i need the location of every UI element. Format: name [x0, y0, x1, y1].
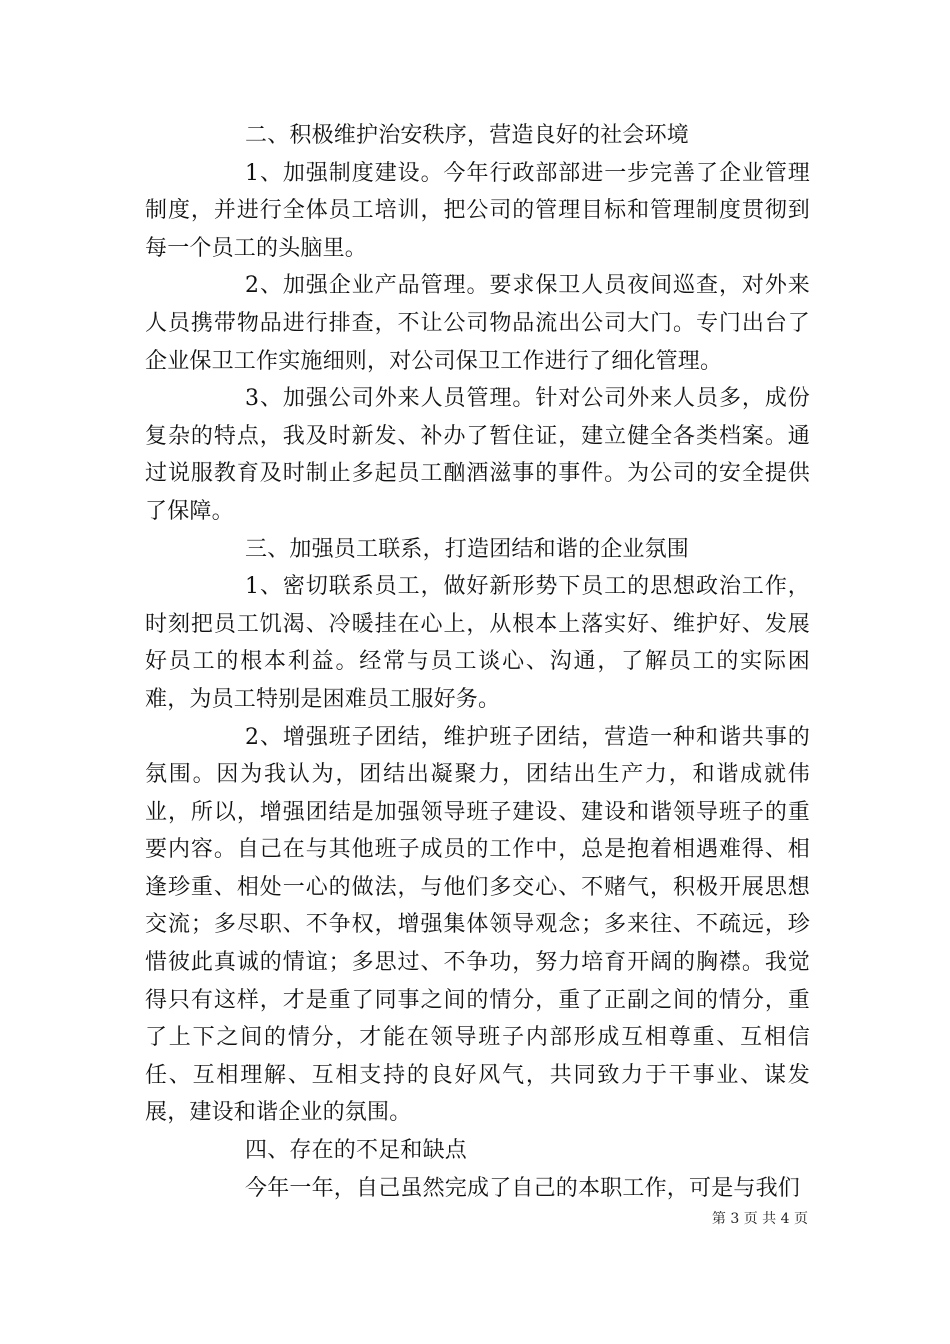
section-heading-4: 四、存在的不足和缺点	[245, 1138, 468, 1164]
section-heading-3: 三、加强员工联系，打造团结和谐的企业氛围	[245, 536, 690, 562]
paragraph-2-1: 1、加强制度建设。今年行政部部进一步完善了企业管理制度，并进行全体员工培训，把公司的管理目标和管理制度贯彻到每一个员工的头脑里。	[145, 160, 810, 261]
document-body	[145, 117, 810, 1207]
paragraph-2-3: 3、加强公司外来人员管理。针对公司外来人员多，成份复杂的特点，我及时新发、补办了暂住证，建立健全各类档案。通过说服教育及时制止多起员工酗酒滋事的事件。为公司的安全提供了保障。	[145, 386, 810, 524]
section-heading-2: 二、积极维护治安秩序，营造良好的社会环境	[245, 123, 690, 148]
paragraph-3-2: 2、增强班子团结，维护班子团结，营造一种和谐共事的氛围。因为我认为，团结出凝聚力，团结出生产力，和谐成就伟业，所以，增强团结是加强领导班子建设、建设和谐领导班子的重要内容。自己在与其他班子成员的工作中，总是抱着相遇难得、相逢珍重、相处一心的做法，与他们多交心、不赌气，积极开展思想交流；多尽职、不争权，增强集体领导观念；多来往、不疏远，珍惜彼此真诚的情谊；多思过、不争功，努力培育开阔的胸襟。我觉得只有这样，才是重了同事之间的情分，重了正副之间的情分，重了上下之间的情分，才能在领导班子内部形成互相尊重、互相信任、互相理解、互相支持的良好风气，共同致力于干事业、谋发展，建设和谐企业的氛围。	[145, 724, 810, 1126]
page-number-footer: 第 3 页 共 4 页	[711, 1211, 808, 1227]
paragraph-4-1: 今年一年，自己虽然完成了自己的本职工作，可是与我们	[245, 1175, 801, 1201]
paragraph-3-1: 1、密切联系员工，做好新形势下员工的思想政治工作，时刻把员工饥渴、冷暖挂在心上，从根本上落实好、维护好、发展好员工的根本利益。经常与员工谈心、沟通，了解员工的实际困难，为员工特别是困难员工服好务。	[145, 574, 810, 712]
paragraph-2-2: 2、加强企业产品管理。要求保卫人员夜间巡查，对外来人员携带物品进行排查，不让公司物品流出公司大门。专门出台了企业保卫工作实施细则，对公司保卫工作进行了细化管理。	[145, 273, 810, 374]
